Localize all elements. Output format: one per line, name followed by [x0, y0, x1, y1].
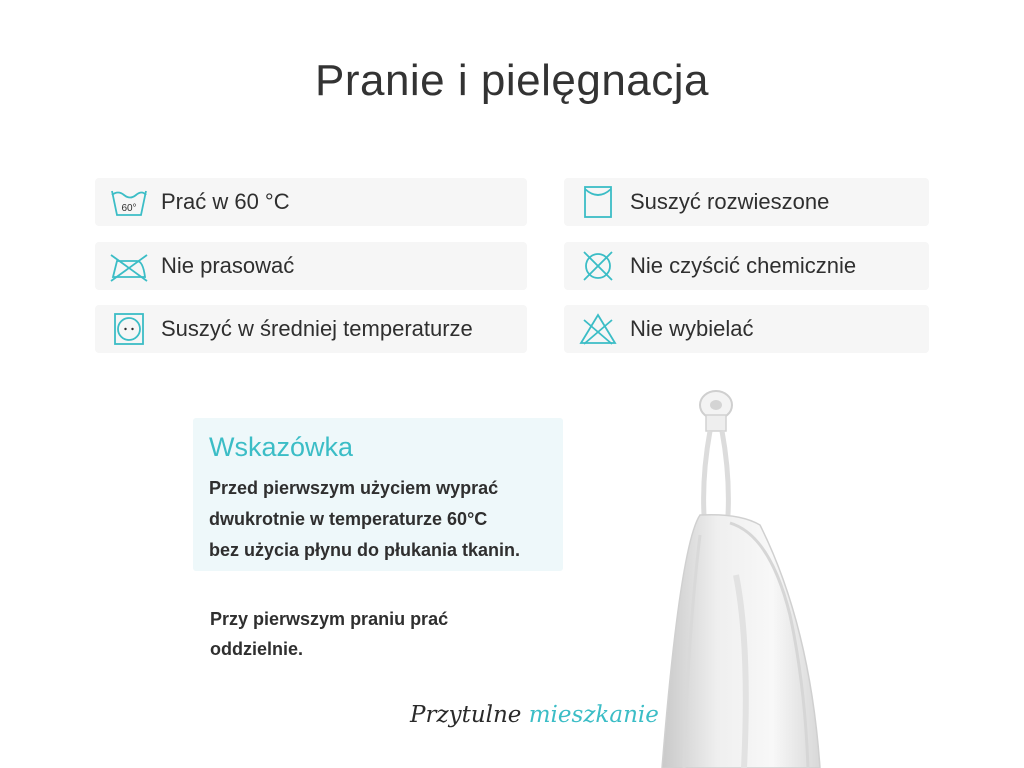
wash-60-icon: [109, 184, 149, 220]
care-item-no-bleach: [564, 305, 929, 353]
tip-line: dwukrotnie w temperaturze 60°C: [209, 509, 488, 529]
care-item-tumble-dry-medium: [95, 305, 527, 353]
no-dry-clean-icon: [578, 248, 618, 284]
wash-note: [210, 604, 540, 664]
brand-logo-part2: mieszkanie: [528, 702, 659, 728]
care-item-line-dry: [564, 178, 929, 226]
care-label-no-dry-clean: Nie czyścić chemicznie: [630, 253, 857, 278]
tip-title: Wskazówka: [209, 432, 354, 462]
wash-60-icon-text: 60°: [121, 203, 137, 214]
towel-photo: [640, 385, 840, 768]
no-iron-icon: [109, 248, 149, 284]
care-item-no-iron: [95, 242, 527, 290]
page-title: Pranie i pielęgnacja: [314, 56, 710, 105]
care-item-no-dry-clean: [564, 242, 929, 290]
tip-line: bez użycia płynu do płukania tkanin.: [209, 540, 521, 560]
care-label-no-bleach: Nie wybielać: [630, 316, 754, 341]
tumble-dry-medium-icon: [109, 311, 149, 347]
tip-box: [193, 418, 563, 571]
care-label-wash-60: Prać w 60 °C: [161, 189, 290, 214]
note-line: Przy pierwszym praniu prać: [210, 609, 449, 629]
care-item-wash-60: [95, 178, 527, 226]
line-dry-icon: [578, 184, 618, 220]
care-label-tumble-dry-medium: Suszyć w średniej temperaturze: [161, 316, 473, 341]
care-label-no-iron: Nie prasować: [161, 253, 295, 278]
brand-logo-part1: Przytulne: [410, 702, 522, 728]
tip-body: [209, 473, 547, 566]
no-bleach-icon: [578, 311, 618, 347]
note-line: oddzielnie.: [210, 639, 304, 659]
care-label-line-dry: Suszyć rozwieszone: [630, 189, 830, 214]
brand-logo: [410, 702, 659, 728]
tip-line: Przed pierwszym użyciem wyprać: [209, 478, 499, 498]
